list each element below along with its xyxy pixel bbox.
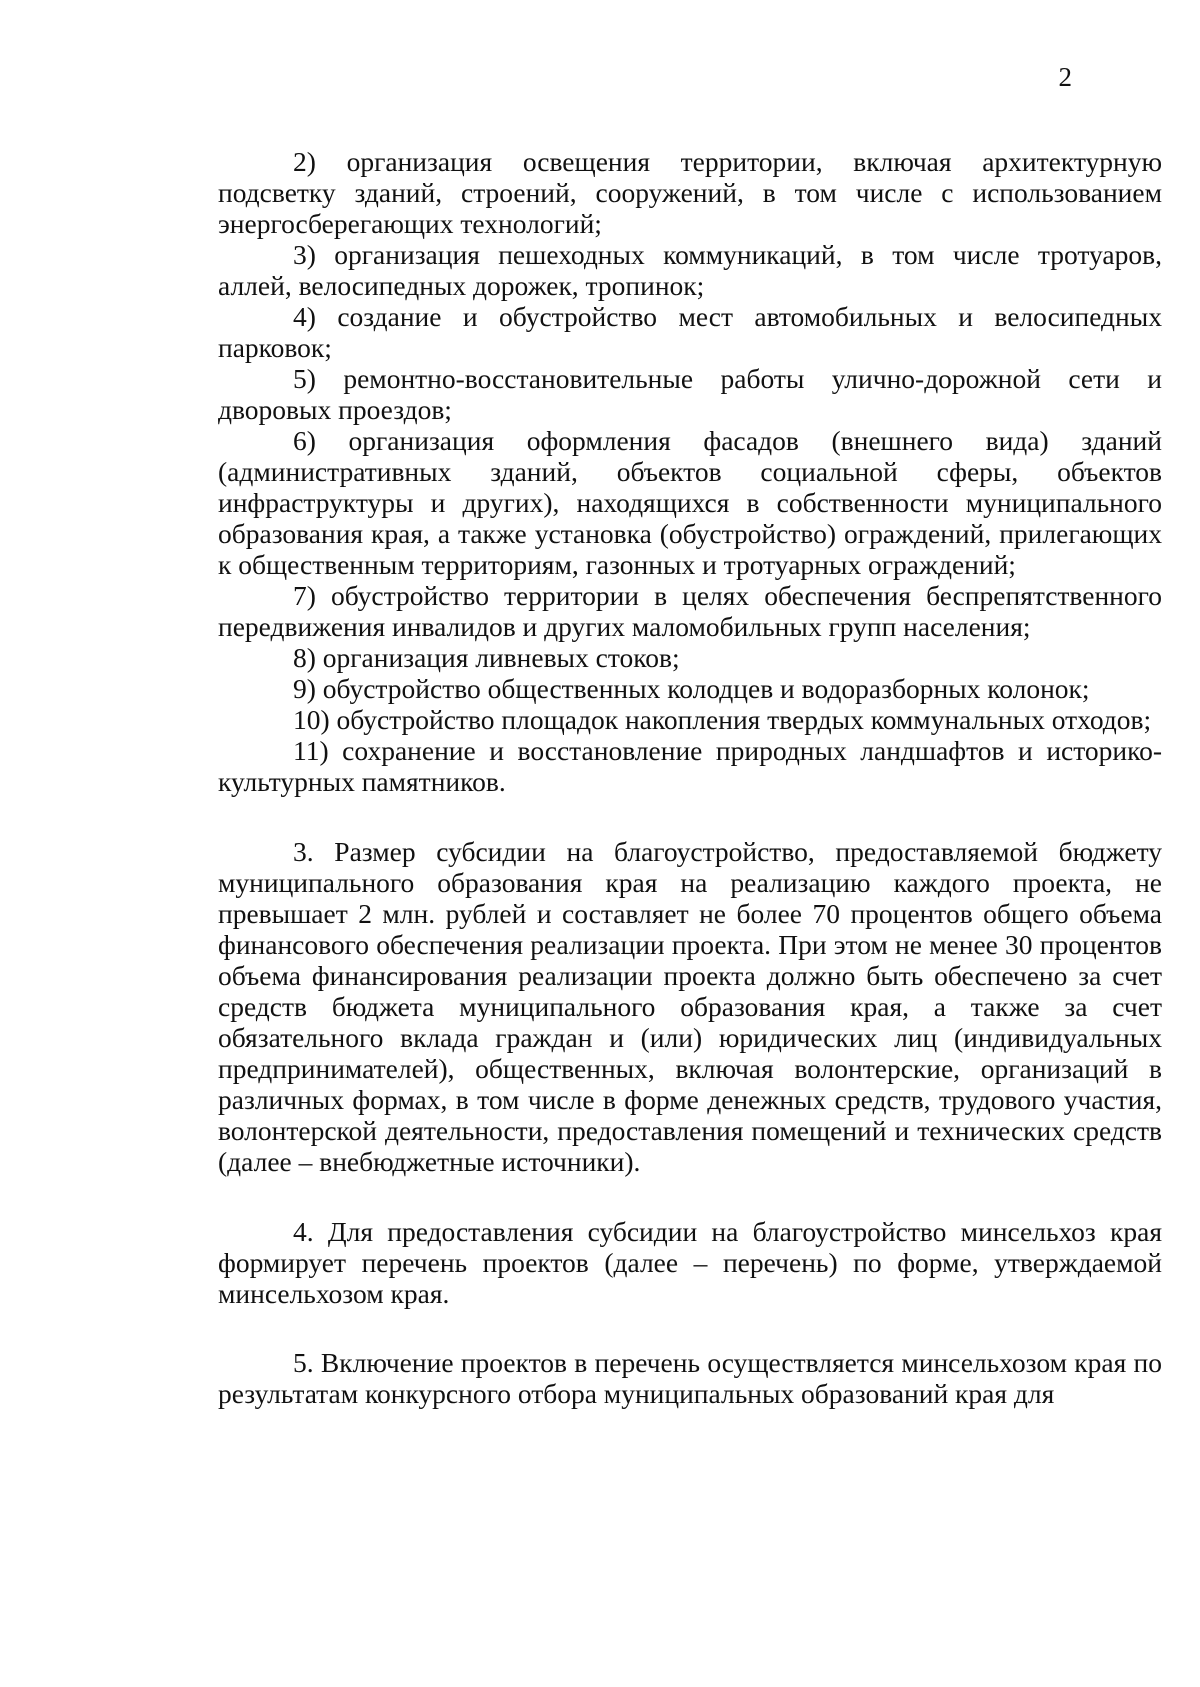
list-item-11: 11) сохранение и восстановление природных ландшафтов и историко-культурных памятников. [218,735,1162,797]
list-item-7: 7) обустройство территории в целях обеспечения беспрепятственного передвижения инвалидов и других маломобильных групп населения; [218,580,1162,642]
paragraph-5: 5. Включение проектов в перечень осуществляется минсельхозом края по результатам конкурсного отбора муниципальных образований края для [218,1347,1162,1409]
list-item-8: 8) организация ливневых стоков; [293,642,680,673]
paragraph-3: 3. Размер субсидии на благоустройство, предоставляемой бюджету муниципального образования края на реализацию каждого проекта, не превышает 2 млн. рублей и составляет не более 70 процентов общего объема финансового обеспечения реализации проекта. При этом не менее 30 процентов объема финансирования реализации проекта должно быть обеспечено за счет средств бюджета муниципального образования края, а также за счет обязательного вклада граждан и (или) юридических лиц (индивидуальных предпринимателей), общественных, включая волонтерские, организаций в различных формах, в том числе в форме денежных средств, трудового участия, волонтерской деятельности, предоставления помещений и технических средств (далее – внебюджетные источники). [218,836,1162,1177]
list-item-5: 5) ремонтно-восстановительные работы улично-дорожной сети и дворовых проездов; [218,363,1162,425]
list-item-3: 3) организация пешеходных коммуникаций, в том числе тротуаров, аллей, велосипедных дорожек, тропинок; [218,239,1162,301]
page-number: 2 [1058,62,1072,92]
list-item-10: 10) обустройство площадок накопления твердых коммунальных отходов; [293,704,1152,735]
paragraph-4: 4. Для предоставления субсидии на благоустройство минсельхоз края формирует перечень проектов (далее – перечень) по форме, утверждаемой минсельхозом края. [218,1216,1162,1309]
list-item-2: 2) организация освещения территории, включая архитектурную подсветку зданий, строений, сооружений, в том числе с использованием энергосберегающих технологий; [218,146,1162,239]
list-item-6: 6) организация оформления фасадов (внешнего вида) зданий (административных зданий, объектов социальной сферы, объектов инфраструктуры и других), находящихся в собственности муниципального образования края, а также установка (обустройство) ограждений, прилегающих к общественным территориям, газонных и тротуарных ограждений; [218,425,1162,580]
list-item-4: 4) создание и обустройство мест автомобильных и велосипедных парковок; [218,301,1162,363]
list-item-9: 9) обустройство общественных колодцев и водоразборных колонок; [293,673,1090,704]
document-body [218,146,1162,1409]
